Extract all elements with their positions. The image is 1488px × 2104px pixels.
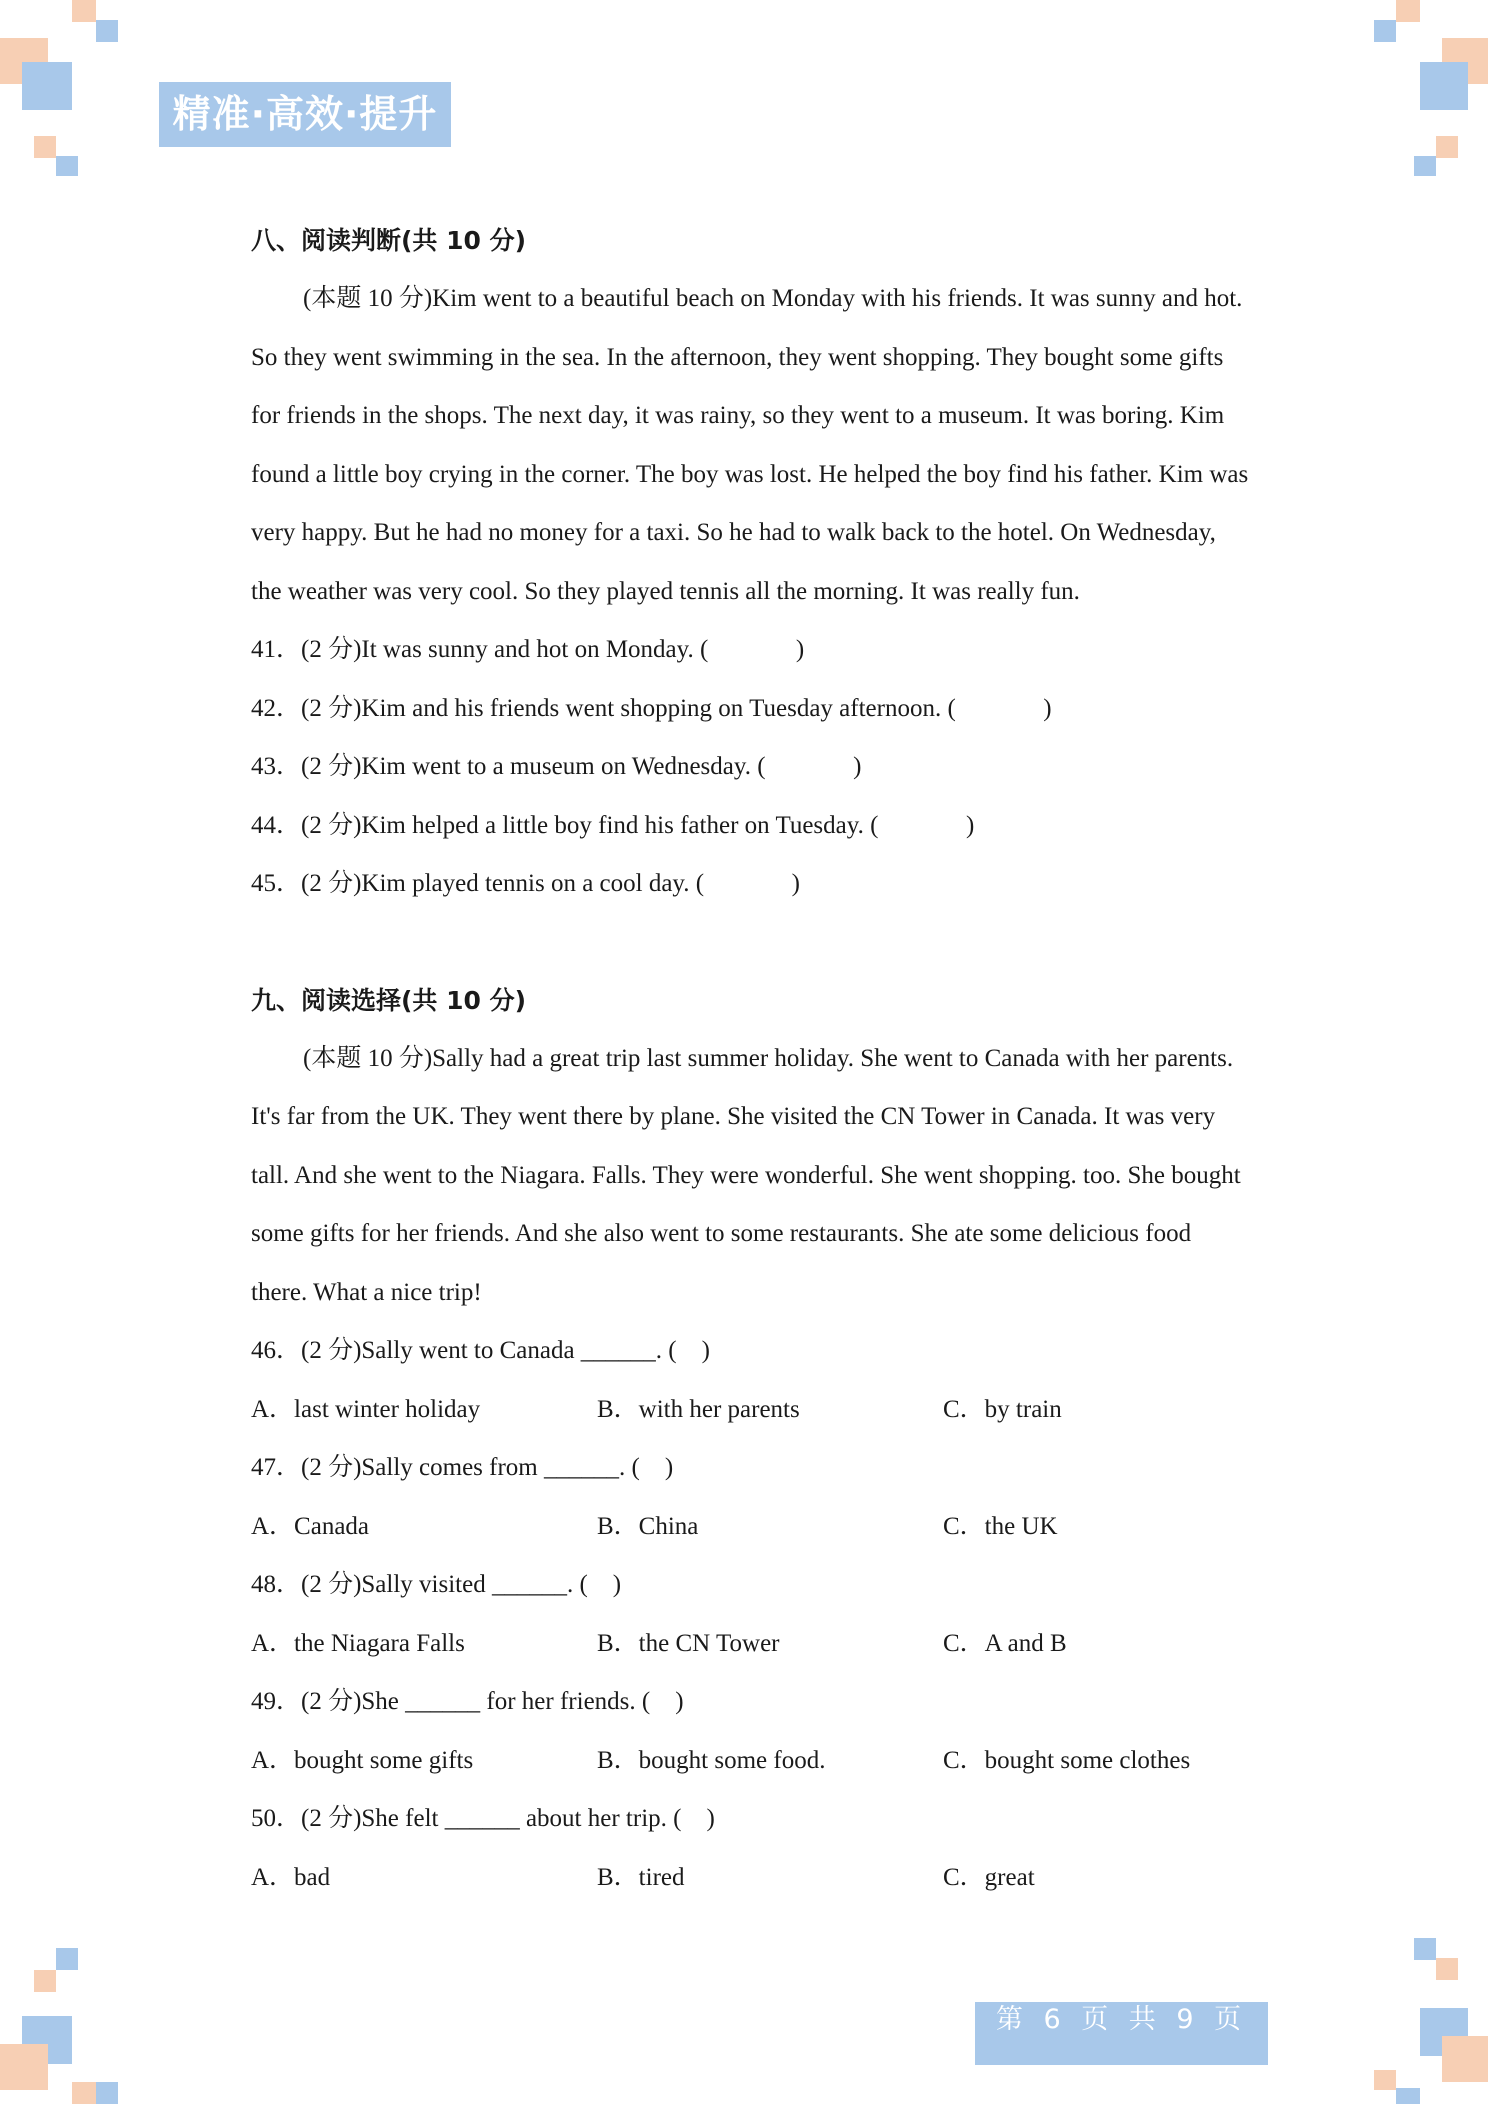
question-45: 45．(2 分)Kim played tennis on a cool day. ( ) [251,870,800,897]
option-a: A．bought some gifts [251,1746,474,1774]
header-badge: 精准·高效·提升 [159,82,451,147]
reading-passage-kim: (本题 10 分)Kim went to a beautiful beach on Monday with his friends. It was sunny and hot. So they went swimming in the sea. In the afternoon, they went shopping. They bought some gifts for friends in the shops. The next day, it was rainy, so they went to a museum. It was boring. Kim found a little boy crying in the corner. The boy was lost. He helped the boy find his father. Kim was very happy. But he had no money for a taxi. So he had to walk back to the hotel. On Wednesday, the weather was very cool. So they played tennis all the morning. It was really fun. [251,285,1249,605]
question-49: 49．(2 分)She ______ for her friends. ( ) [251,1688,684,1715]
options-46 [251,1381,1251,1440]
question-47: 47．(2 分)Sally comes from ______. ( ) [251,1454,674,1481]
option-b: B．China [597,1512,699,1540]
question-41: 41．(2 分)It was sunny and hot on Monday. ( ) [251,636,805,663]
question-50: 50．(2 分)She felt ______ about her trip. ( ) [251,1805,715,1832]
option-a: A．Canada [251,1512,370,1540]
options-47 [251,1498,1251,1557]
option-b: B．bought some food. [597,1746,826,1774]
options-48 [251,1615,1251,1674]
question-48: 48．(2 分)Sally visited ______. ( ) [251,1571,622,1598]
option-c: C．bought some clothes [943,1746,1191,1774]
option-b: B．with her parents [597,1395,800,1423]
page-content [251,212,1251,1907]
question-44: 44．(2 分)Kim helped a little boy find his father on Tuesday. ( ) [251,811,975,839]
option-c: C．great [943,1863,1035,1891]
section-title-reading-judgment: 八、阅读判断(共 10 分) [251,226,527,255]
option-c: C．the UK [943,1512,1058,1540]
question-42: 42．(2 分)Kim and his friends went shopping on Tuesday afternoon. ( ) [251,694,1052,722]
option-b: B．tired [597,1863,685,1891]
reading-passage-sally: (本题 10 分)Sally had a great trip last summer holiday. She went to Canada with her parents. It's far from the UK. They went there by plane. She visited the CN Tower in Canada. It was very tall. And she went to the Niagara. Falls. They were wonderful. She went shopping. too. She bought some gifts for her friends. And she also went to some restaurants. She ate some delicious food there. What a nice trip! [251,1044,1241,1306]
option-c: C．by train [943,1395,1062,1423]
option-a: A．last winter holiday [251,1395,481,1423]
question-46: 46．(2 分)Sally went to Canada ______. ( ) [251,1337,710,1364]
section-title-reading-choice: 九、阅读选择(共 10 分) [251,985,527,1015]
option-a: A．bad [251,1863,331,1891]
question-43: 43．(2 分)Kim went to a museum on Wednesday. ( ) [251,753,862,780]
option-b: B．the CN Tower [597,1629,780,1657]
options-50 [251,1849,1251,1908]
options-49 [251,1732,1251,1791]
option-c: C．A and B [943,1629,1067,1657]
page-number-footer: 第 6 页 共 9 页 [975,2002,1268,2065]
option-a: A．the Niagara Falls [251,1629,465,1657]
